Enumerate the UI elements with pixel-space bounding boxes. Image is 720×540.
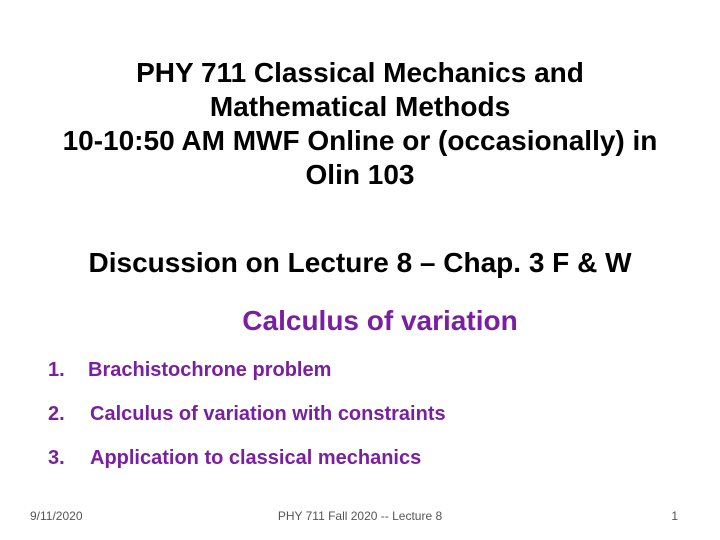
topic-number: 1. [48, 359, 65, 381]
topic-number: 2. [48, 403, 65, 425]
title-line-4: Olin 103 [305, 159, 415, 190]
footer-page-number: 1 [671, 509, 678, 523]
topic-item-1 [48, 356, 446, 400]
slide-subtitle: Discussion on Lecture 8 – Chap. 3 F & W [88, 247, 632, 278]
topic-text: Brachistochrone problem [88, 359, 332, 381]
footer-date: 9/11/2020 [30, 509, 83, 523]
topic-item-3 [48, 444, 446, 488]
slide-title [10, 56, 710, 192]
title-line-3: 10-10:50 AM MWF Online or (occasionally) in [62, 125, 658, 156]
topic-list [48, 356, 446, 488]
topic-text: Calculus of variation with constraints [90, 403, 446, 425]
footer-course: PHY 711 Fall 2020 -- Lecture 8 [277, 509, 443, 523]
title-line-1: PHY 711 Classical Mechanics and [136, 57, 584, 88]
topic-item-2 [48, 400, 446, 444]
title-line-2: Mathematical Methods [209, 91, 511, 122]
section-heading: Calculus of variation [242, 305, 518, 336]
topic-text: Application to classical mechanics [90, 447, 422, 469]
topic-number: 3. [48, 447, 65, 469]
